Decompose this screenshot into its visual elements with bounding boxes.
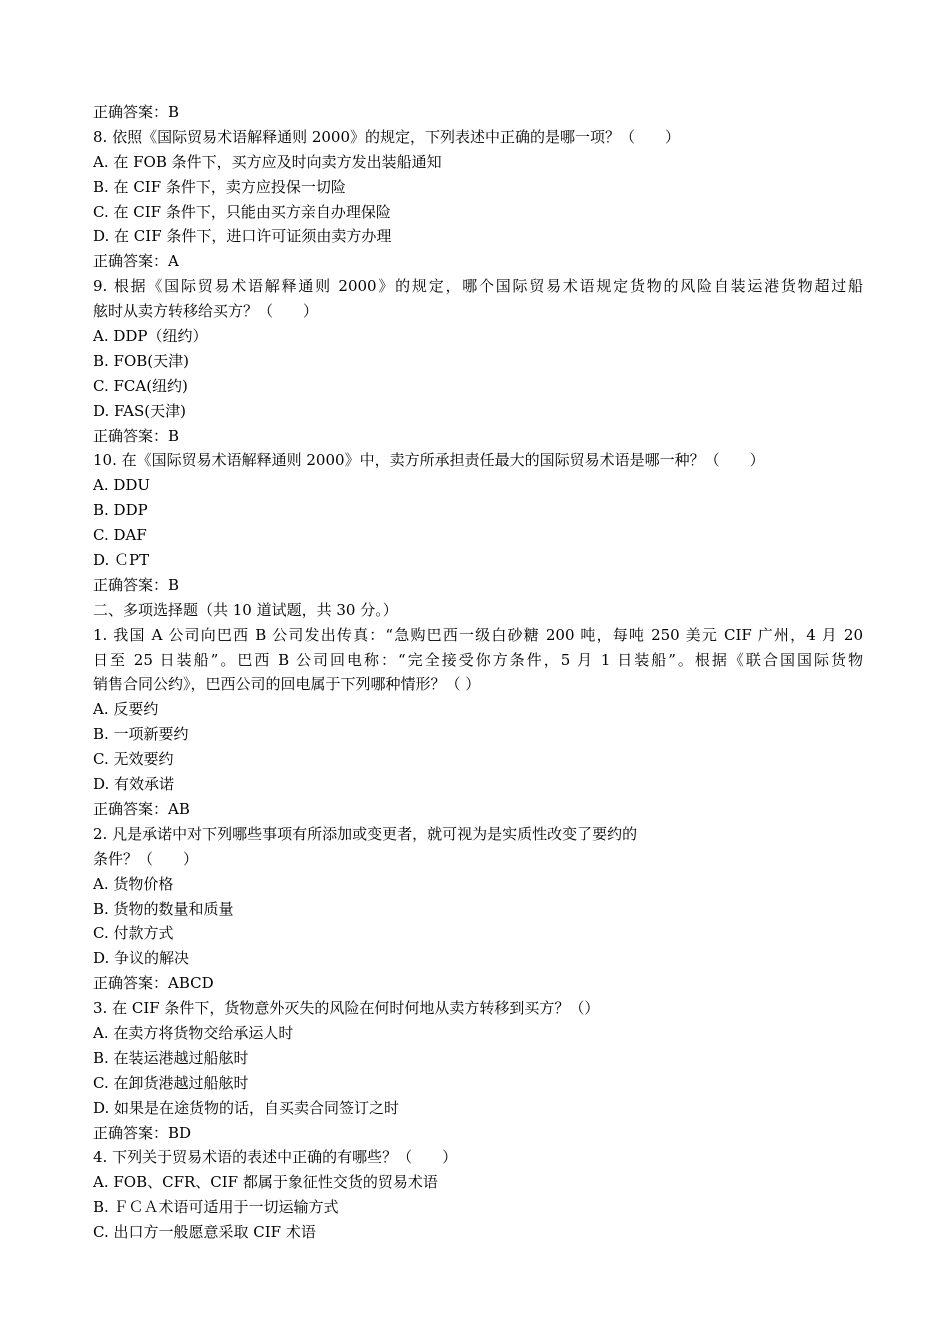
option-line: A. 在卖方将货物交给承运人时: [93, 1023, 294, 1042]
question-line: 4. 下列关于贸易术语的表述中正确的有哪些？（ ）: [93, 1148, 458, 1167]
answer-line: 正确答案：B: [93, 426, 180, 445]
answer-line: 正确答案：A: [93, 252, 179, 271]
option-line: C. 无效要约: [93, 750, 174, 769]
answer-line: 正确答案：ABCD: [93, 974, 214, 993]
question-line: 舷时从卖方转移给买方？（ ）: [93, 302, 319, 321]
option-line: D. ＣPT: [93, 551, 150, 570]
option-line: C. 付款方式: [93, 924, 174, 943]
option-line: B. ＦＣＡ术语可适用于一切运输方式: [93, 1198, 339, 1217]
answer-line: 正确答案：B: [93, 575, 180, 594]
option-line: B. 货物的数量和质量: [93, 899, 234, 918]
option-line: C. DAF: [93, 526, 147, 545]
option-line: D. 在 CIF 条件下，进口许可证须由卖方办理: [93, 227, 392, 246]
question-line: 日至 25 日装船”。巴西 B 公司回电称：“完全接受你方条件，5 月 1 日装船”。根据《联合国国际货物: [93, 650, 863, 669]
question-line: 3. 在 CIF 条件下，货物意外灭失的风险在何时何地从卖方转移到买方？（）: [93, 999, 600, 1018]
question-line: 8. 依照《国际贸易术语解释通则 2000》的规定，下列表述中正确的是哪一项？（ ）: [93, 127, 681, 146]
question-line: 1. 我国 A 公司向巴西 B 公司发出传真：“急购巴西一级白砂糖 200 吨，每吨 250 美元 CIF 广州，4 月 20: [93, 625, 863, 644]
answer-line: 正确答案：B: [93, 103, 180, 121]
option-line: A. 在 FOB 条件下，买方应及时向卖方发出装船通知: [93, 152, 442, 171]
option-line: B. FOB(天津): [93, 351, 189, 370]
option-line: C. 出口方一般愿意采取 CIF 术语: [93, 1223, 316, 1242]
option-line: B. 一项新要约: [93, 725, 189, 744]
option-line: A. DDU: [93, 476, 151, 495]
option-line: B. 在装运港越过船舷时: [93, 1048, 249, 1067]
option-line: C. 在卸货港越过船舷时: [93, 1073, 249, 1092]
option-line: C. FCA(纽约): [93, 376, 188, 395]
question-line: 10. 在《国际贸易术语解释通则 2000》中，卖方所承担责任最大的国际贸易术语是哪一种？（ ）: [93, 451, 765, 470]
section-heading: 二、多项选择题（共 10 道试题，共 30 分。）: [93, 600, 398, 619]
option-line: A. FOB、CFR、CIF 都属于象征性交货的贸易术语: [93, 1173, 438, 1192]
option-line: D. 争议的解决: [93, 949, 190, 968]
question-line: 条件？（ ）: [93, 849, 199, 868]
question-line: 销售合同公约》，巴西公司的回电属于下列哪种情形？（ ）: [93, 675, 481, 694]
question-line: 9. 根据《国际贸易术语解释通则 2000》的规定，哪个国际贸易术语规定货物的风险自装运港货物超过船: [93, 277, 863, 296]
option-line: A. 反要约: [93, 700, 159, 719]
option-line: B. 在 CIF 条件下，卖方应投保一切险: [93, 177, 346, 196]
question-line: 2. 凡是承诺中对下列哪些事项有所添加或变更者，就可视为是实质性改变了要约的: [93, 824, 638, 843]
answer-line: 正确答案：AB: [93, 799, 190, 818]
option-line: D. 如果是在途货物的话，自买卖合同签订之时: [93, 1098, 400, 1117]
option-line: A. DDP（纽约）: [93, 327, 208, 346]
option-line: D. 有效承诺: [93, 775, 175, 794]
option-line: B. DDP: [93, 501, 148, 520]
option-line: A. 货物价格: [93, 874, 174, 893]
option-line: C. 在 CIF 条件下，只能由买方亲自办理保险: [93, 202, 391, 221]
answer-line: 正确答案：BD: [93, 1123, 192, 1142]
option-line: D. FAS(天津): [93, 401, 186, 420]
document-body: [93, 100, 863, 1245]
